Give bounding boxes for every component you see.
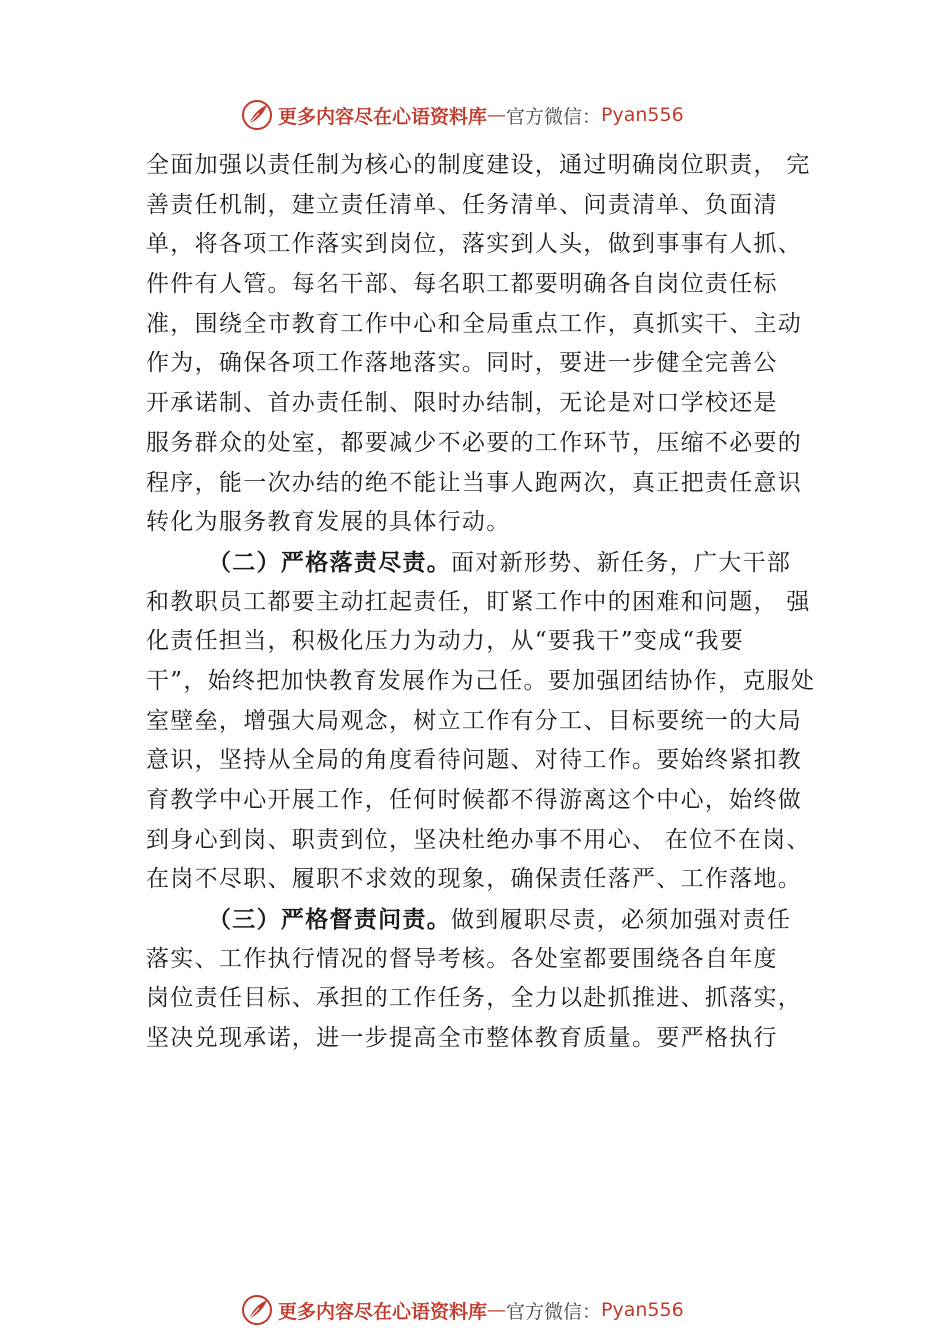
paragraph-line: 室壁垒，增强大局观念，树立工作有分工、目标要统一的大局	[146, 707, 803, 734]
pen-feather-icon	[240, 1293, 274, 1327]
watermark-wechat-id: Pyan556	[601, 1299, 684, 1321]
paragraph-line: 育教学中心开展工作，任何时候都不得游离这个中心，始终做	[146, 787, 803, 813]
section-2-heading: （二）严格落责尽责。	[208, 548, 451, 576]
section-2-first-line	[146, 543, 816, 583]
section-3-first-line	[146, 900, 816, 940]
footer-watermark	[240, 1290, 684, 1330]
paragraph-line: 善责任机制，建立责任清单、任务清单、问责清单、负面清	[146, 191, 778, 218]
header-watermark	[240, 95, 684, 135]
watermark-wechat-label: 官方微信：	[506, 105, 602, 128]
watermark-separator: —	[487, 104, 507, 126]
paragraph-line: 作为，确保各项工作落地落实。同时，要进一步健全完善公	[146, 350, 778, 377]
watermark-wechat-label: 官方微信：	[506, 1300, 602, 1323]
paragraph-line: 坚决兑现承诺，进一步提高全市整体教育质量。要严格执行	[146, 1025, 778, 1052]
paragraph-line: 到身心到岗、职责到位，坚决杜绝办事不用心、 在位不在岗、	[146, 826, 811, 853]
paragraph-line: 在岗不尽职、履职不求效的现象，确保责任落严、工作落地。	[146, 866, 803, 893]
section-2-lead: 面对新形势、新任务，广大干部	[451, 549, 792, 576]
paragraph-line: 和教职员工都要主动扛起责任，盯紧工作中的困难和问题， 强	[146, 588, 811, 615]
document-body	[146, 146, 816, 1059]
paragraph-line: 落实、工作执行情况的督导考核。各处室都要围绕各自年度	[146, 945, 778, 972]
watermark-wechat-id: Pyan556	[601, 104, 684, 126]
watermark-brand: 更多内容尽在心语资料库	[278, 105, 488, 128]
watermark-brand: 更多内容尽在心语资料库	[278, 1300, 488, 1323]
paragraph-line: 开承诺制、首办责任制、限时办结制，无论是对口学校还是	[146, 390, 778, 417]
pen-feather-icon	[240, 98, 274, 132]
paragraph-line: 服务群众的处室，都要减少不必要的工作环节，压缩不必要的	[146, 429, 803, 456]
paragraph-line: 转化为服务教育发展的具体行动。	[146, 509, 511, 536]
paragraph-line: 干”，始终把加快教育发展作为己任。要加强团结协作，克服处	[146, 667, 816, 694]
paragraph-line: 单，将各项工作落实到岗位，落实到人头，做到事事有人抓、	[146, 231, 803, 258]
paragraph-line: 化责任担当，积极化压力为动力，从“要我干”变成“我要	[146, 628, 745, 655]
section-3-heading: （三）严格督责问责。	[208, 906, 451, 934]
paragraph-line: 件件有人管。每名干部、每名职工都要明确各自岗位责任标	[146, 271, 778, 298]
paragraph-line: 意识，坚持从全局的角度看待问题、对待工作。要始终紧扣教	[146, 747, 803, 774]
watermark-separator: —	[487, 1299, 507, 1321]
section-3-lead: 做到履职尽责，必须加强对责任	[451, 907, 792, 934]
paragraph-line: 程序，能一次办结的绝不能让当事人跑两次，真正把责任意识	[146, 469, 803, 496]
paragraph-line: 岗位责任目标、承担的工作任务，全力以赴抓推进、抓落实，	[146, 985, 803, 1012]
paragraph-line: 准，围绕全市教育工作中心和全局重点工作，真抓实干、主动	[146, 310, 803, 337]
paragraph-line: 全面加强以责任制为核心的制度建设，通过明确岗位职责， 完	[146, 152, 811, 178]
